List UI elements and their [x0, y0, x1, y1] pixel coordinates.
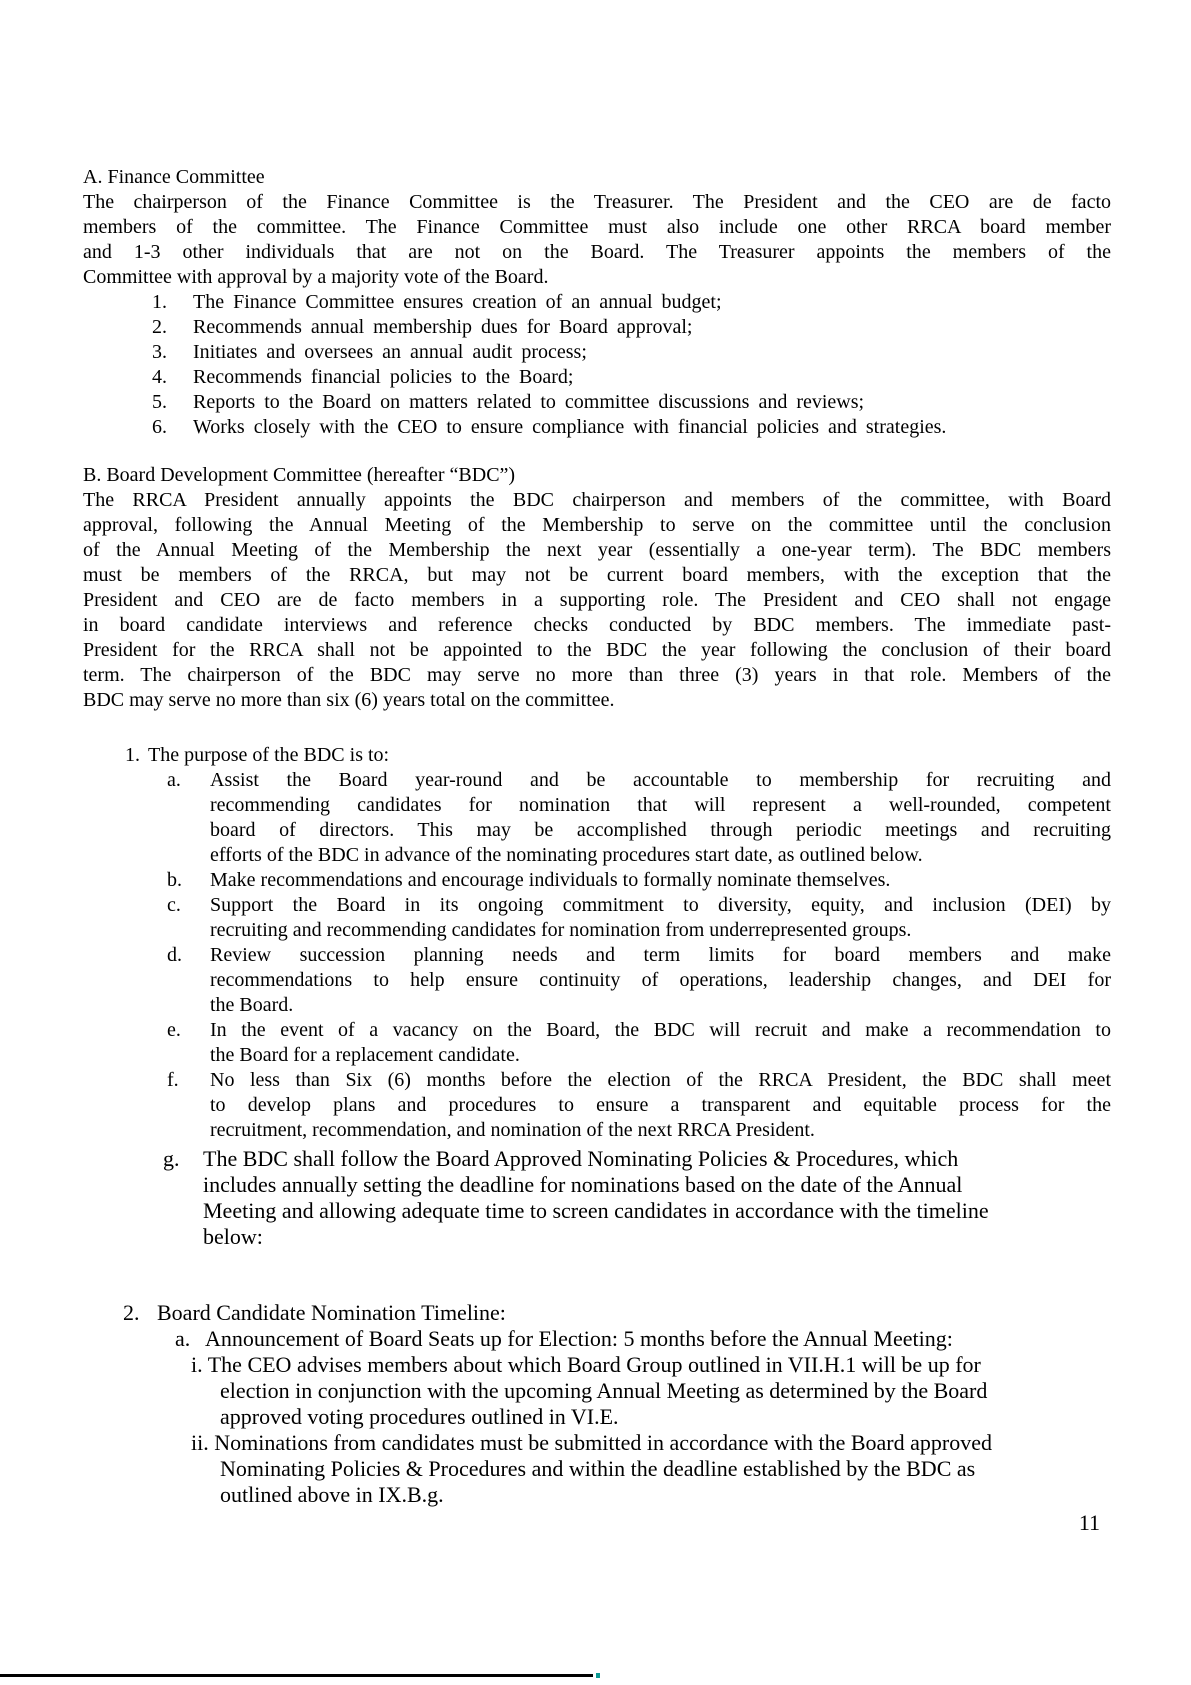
list-marker: a.: [175, 1326, 191, 1351]
list-item-text: Initiates and oversees an annual audit process;: [193, 341, 587, 363]
text-line: The BDC shall follow the Board Approved Nominating Policies & Procedures, which: [203, 1146, 959, 1171]
text-line: in board candidate interviews and reference checks conducted by BDC members. The immediate past-: [83, 614, 1111, 636]
text-line: In the event of a vacancy on the Board, the BDC will recruit and make a recommendation to: [210, 1019, 1111, 1041]
timeline-lead: [83, 1300, 1111, 1326]
text-line: the Board for a replacement candidate.: [210, 1044, 520, 1066]
page-number: 11: [1078, 1510, 1100, 1535]
list-item-text: Works closely with the CEO to ensure compliance with financial policies and strategies.: [193, 416, 947, 438]
text-line: includes annually setting the deadline for nominations based on the date of the Annual: [203, 1172, 963, 1197]
text-line: to develop plans and procedures to ensure a transparent and equitable process for the: [210, 1094, 1111, 1116]
footer-tick: [596, 1673, 600, 1678]
text-line: BDC may serve no more than six (6) years total on the committee.: [83, 689, 615, 711]
text-line: approval, following the Annual Meeting of the Membership to serve on the committee until the conclusion: [83, 514, 1111, 536]
text-line: No less than Six (6) months before the election of the RRCA President, the BDC shall meet: [210, 1069, 1111, 1091]
finance-list-item: [83, 415, 1111, 440]
text-line: Committee with approval by a majority vote of the Board.: [83, 266, 549, 288]
text-line: Nominating Policies & Procedures and within the deadline established by the BDC as: [220, 1456, 976, 1481]
purpose-item: [83, 768, 1111, 868]
list-marker: 4.: [152, 366, 167, 388]
list-item-text: Reports to the Board on matters related to committee discussions and reviews;: [193, 391, 865, 413]
list-marker: f.: [167, 1069, 179, 1091]
list-marker: 2.: [123, 1300, 140, 1325]
list-marker: 5.: [152, 391, 167, 413]
list-marker: e.: [167, 1019, 181, 1041]
bdc-purpose-items: [83, 768, 1111, 1250]
finance-list-item: [83, 290, 1111, 315]
text-line: term. The chairperson of the BDC may serve no more than three (3) years in that role. Members of the: [83, 664, 1111, 686]
text-line: [191, 1430, 1111, 1456]
bdc-purpose-lead: [83, 743, 1111, 768]
text-line: President and CEO are de facto members in a supporting role. The President and CEO shall not engage: [83, 589, 1111, 611]
text-line: Review succession planning needs and term limits for board members and make: [210, 944, 1111, 966]
text-line: recruitment, recommendation, and nomination of the next RRCA President.: [210, 1119, 815, 1141]
text-line: efforts of the BDC in advance of the nominating procedures start date, as outlined below.: [210, 844, 923, 866]
finance-list-item: [83, 340, 1111, 365]
list-marker: 1.: [125, 744, 140, 766]
text-line: election in conjunction with the upcoming Annual Meeting as determined by the Board: [220, 1378, 988, 1403]
purpose-item: [83, 1018, 1111, 1068]
text-line: Support the Board in its ongoing commitment to diversity, equity, and inclusion (DEI) by: [210, 894, 1111, 916]
text-line: the Board.: [210, 994, 294, 1016]
text-line: below:: [203, 1224, 263, 1249]
text-line: President for the RRCA shall not be appointed to the BDC the year following the conclusion of their board: [83, 639, 1111, 661]
timeline-sub-lead-text: Announcement of Board Seats up for Election: 5 months before the Annual Meeting:: [205, 1326, 953, 1351]
text-line: The chairperson of the Finance Committee is the Treasurer. The President and the CEO are de facto: [83, 191, 1111, 213]
list-marker: d.: [167, 944, 182, 966]
text-line: board of directors. This may be accomplished through periodic meetings and recruiting: [210, 819, 1111, 841]
text-line: recommendations to help ensure continuity of operations, leadership changes, and DEI for: [210, 969, 1111, 991]
text-line: Assist the Board year-round and be accountable to membership for recruiting and: [210, 769, 1111, 791]
list-marker: 1.: [152, 291, 167, 313]
list-marker: i.: [191, 1352, 203, 1377]
list-marker: 6.: [152, 416, 167, 438]
section-bdc: [83, 463, 1111, 1508]
finance-list-item: [83, 390, 1111, 415]
text-line: Make recommendations and encourage individuals to formally nominate themselves.: [210, 869, 891, 891]
purpose-lead-text: The purpose of the BDC is to:: [148, 744, 390, 766]
list-item-text: Nominations from candidates must be submitted in accordance with the Board approved: [214, 1430, 992, 1455]
text-line: approved voting procedures outlined in VI.E.: [220, 1404, 619, 1429]
text-line: must be members of the RRCA, but may not be current board members, with the exception that the: [83, 564, 1111, 586]
list-marker: ii.: [191, 1430, 209, 1455]
list-marker: b.: [167, 869, 182, 891]
timeline-lead-text: Board Candidate Nomination Timeline:: [157, 1300, 506, 1325]
purpose-item: [83, 1146, 1111, 1250]
finance-heading: A. Finance Committee: [83, 166, 265, 188]
timeline-item: [83, 1430, 1111, 1508]
text-line: members of the committee. The Finance Committee must also include one other RRCA board member: [83, 216, 1111, 238]
text-line: The RRCA President annually appoints the BDC chairperson and members of the committee, with Board: [83, 489, 1111, 511]
list-item-text: Recommends annual membership dues for Board approval;: [193, 316, 693, 338]
list-item-text: The CEO advises members about which Board Group outlined in VII.H.1 will be up for: [207, 1352, 981, 1377]
bdc-paragraph: [83, 488, 1111, 713]
timeline-items: [83, 1352, 1111, 1508]
footer-rule: [0, 1674, 593, 1677]
list-marker: 2.: [152, 316, 167, 338]
bdc-timeline: [83, 1300, 1111, 1508]
finance-paragraph: [83, 190, 1111, 290]
list-marker: 3.: [152, 341, 167, 363]
finance-list-item: [83, 315, 1111, 340]
purpose-item: [83, 868, 1111, 893]
purpose-item: [83, 1068, 1111, 1143]
finance-list-item: [83, 365, 1111, 390]
section-finance: [83, 165, 1111, 440]
purpose-item: [83, 943, 1111, 1018]
list-item-text: Recommends financial policies to the Board;: [193, 366, 574, 388]
timeline-sub-lead: [83, 1326, 1111, 1352]
purpose-item: [83, 893, 1111, 943]
list-marker: a.: [167, 769, 181, 791]
document-page: [83, 165, 1111, 1536]
text-line: and 1-3 other individuals that are not on the Board. The Treasurer appoints the members of the: [83, 241, 1111, 263]
text-line: recommending candidates for nomination that will represent a well-rounded, competent: [210, 794, 1111, 816]
text-line: [191, 1352, 1111, 1378]
timeline-item: [83, 1352, 1111, 1430]
finance-duties-list: [83, 290, 1111, 440]
text-line: of the Annual Meeting of the Membership the next year (essentially a one-year term). The BDC members: [83, 539, 1111, 561]
list-marker: g.: [163, 1146, 180, 1171]
bdc-heading: B. Board Development Committee (hereafter “BDC”): [83, 464, 516, 486]
text-line: outlined above in IX.B.g.: [220, 1482, 444, 1507]
list-item-text: The Finance Committee ensures creation of an annual budget;: [193, 291, 722, 313]
text-line: recruiting and recommending candidates for nomination from underrepresented groups.: [210, 919, 912, 941]
list-marker: c.: [167, 894, 181, 916]
text-line: Meeting and allowing adequate time to screen candidates in accordance with the timeline: [203, 1198, 989, 1223]
